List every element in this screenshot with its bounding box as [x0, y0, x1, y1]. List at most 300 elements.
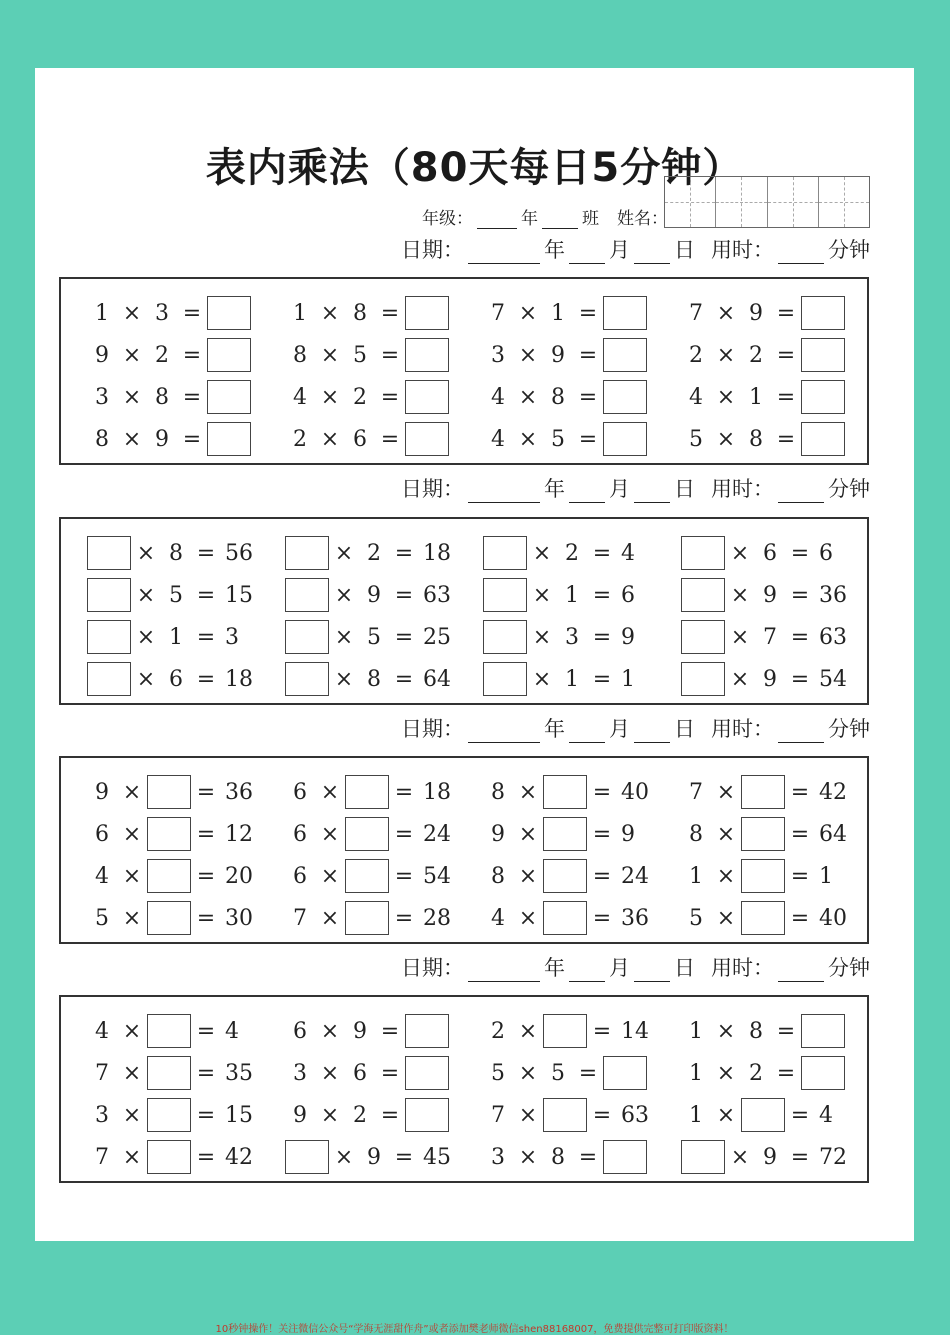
equals-sign: =	[790, 1144, 810, 1170]
answer-box[interactable]	[285, 536, 329, 570]
answer-box[interactable]	[543, 859, 587, 893]
problem	[285, 1013, 465, 1049]
answer-box[interactable]	[741, 901, 785, 935]
times-sign: ×	[518, 1144, 538, 1170]
answer-box[interactable]	[483, 620, 527, 654]
date-label: 日期：	[401, 717, 464, 741]
month-label: 月	[609, 477, 630, 501]
operand: 5	[491, 1060, 505, 1086]
times-sign: ×	[122, 1060, 142, 1086]
operand: 6	[293, 779, 307, 805]
product: 30	[225, 905, 253, 931]
problem	[285, 337, 465, 373]
problem	[87, 577, 267, 613]
date-label: 日期：	[401, 956, 464, 980]
operand: 5	[95, 905, 109, 931]
product: 1	[819, 863, 833, 889]
times-sign: ×	[334, 1144, 354, 1170]
answer-box[interactable]	[681, 1140, 725, 1174]
times-sign: ×	[532, 666, 552, 692]
times-sign: ×	[532, 582, 552, 608]
times-sign: ×	[122, 342, 142, 368]
equals-sign: =	[776, 1018, 796, 1044]
operand: 8	[749, 426, 763, 452]
problem	[483, 295, 663, 331]
operand: 7	[689, 779, 703, 805]
operand: 7	[293, 905, 307, 931]
year-label: 年	[544, 956, 565, 980]
date-blank[interactable]	[468, 484, 540, 503]
class-blank[interactable]	[542, 210, 578, 229]
equals-sign: =	[182, 384, 202, 410]
operand: 2	[155, 342, 169, 368]
operand: 9	[763, 1144, 777, 1170]
answer-box[interactable]	[405, 380, 449, 414]
operand: 1	[551, 300, 565, 326]
operand: 8	[95, 426, 109, 452]
date-blank[interactable]	[634, 484, 670, 503]
operand: 9	[155, 426, 169, 452]
operand: 8	[367, 666, 381, 692]
product: 36	[621, 905, 649, 931]
date-blank[interactable]	[468, 963, 540, 982]
problem	[483, 661, 663, 697]
equals-sign: =	[394, 905, 414, 931]
problem	[285, 900, 465, 936]
answer-box[interactable]	[741, 1098, 785, 1132]
answer-box[interactable]	[147, 1014, 191, 1048]
times-sign: ×	[122, 1102, 142, 1128]
answer-box[interactable]	[543, 1014, 587, 1048]
answer-box[interactable]	[741, 775, 785, 809]
operand: 2	[689, 342, 703, 368]
date-blank[interactable]	[634, 724, 670, 743]
product: 20	[225, 863, 253, 889]
month-label: 月	[609, 238, 630, 262]
product: 28	[423, 905, 451, 931]
name-cell[interactable]	[716, 177, 767, 227]
equals-sign: =	[592, 779, 612, 805]
equals-sign: =	[196, 540, 216, 566]
answer-box[interactable]	[801, 296, 845, 330]
times-sign: ×	[320, 1018, 340, 1044]
date-blank[interactable]	[778, 724, 824, 743]
equals-sign: =	[394, 624, 414, 650]
operand: 2	[565, 540, 579, 566]
operand: 4	[293, 384, 307, 410]
operand: 9	[763, 666, 777, 692]
answer-box[interactable]	[405, 1098, 449, 1132]
problem	[87, 535, 267, 571]
answer-box[interactable]	[207, 296, 251, 330]
date-blank[interactable]	[634, 245, 670, 264]
answer-box[interactable]	[345, 817, 389, 851]
operand: 7	[763, 624, 777, 650]
month-label: 月	[609, 956, 630, 980]
answer-box[interactable]	[87, 536, 131, 570]
answer-box[interactable]	[87, 578, 131, 612]
answer-box[interactable]	[345, 901, 389, 935]
answer-box[interactable]	[483, 536, 527, 570]
problem	[285, 295, 465, 331]
equals-sign: =	[196, 624, 216, 650]
answer-box[interactable]	[801, 338, 845, 372]
problem	[87, 1055, 267, 1091]
operand: 5	[551, 426, 565, 452]
times-sign: ×	[518, 905, 538, 931]
date-blank[interactable]	[468, 724, 540, 743]
problem	[87, 816, 267, 852]
equals-sign: =	[380, 1060, 400, 1086]
times-sign: ×	[334, 666, 354, 692]
date-blank[interactable]	[569, 724, 605, 743]
answer-box[interactable]	[741, 817, 785, 851]
answer-box[interactable]	[801, 380, 845, 414]
operand: 9	[763, 582, 777, 608]
answer-box[interactable]	[801, 1056, 845, 1090]
operand: 8	[749, 1018, 763, 1044]
year-label: 年	[544, 477, 565, 501]
answer-box[interactable]	[801, 1014, 845, 1048]
answer-box[interactable]	[543, 775, 587, 809]
product: 64	[819, 821, 847, 847]
operand: 8	[155, 384, 169, 410]
equals-sign: =	[182, 300, 202, 326]
problem	[285, 421, 465, 457]
product: 9	[621, 624, 635, 650]
problem	[483, 816, 663, 852]
times-sign: ×	[716, 342, 736, 368]
product: 63	[423, 582, 451, 608]
times-sign: ×	[320, 779, 340, 805]
times-sign: ×	[122, 1018, 142, 1044]
answer-box[interactable]	[207, 422, 251, 456]
answer-box[interactable]	[285, 1140, 329, 1174]
equals-sign: =	[578, 342, 598, 368]
times-sign: ×	[122, 1144, 142, 1170]
answer-box[interactable]	[405, 1014, 449, 1048]
equals-sign: =	[196, 1060, 216, 1086]
problem	[285, 816, 465, 852]
times-sign: ×	[730, 1144, 750, 1170]
date-blank[interactable]	[569, 484, 605, 503]
answer-box[interactable]	[147, 859, 191, 893]
problem	[285, 774, 465, 810]
times-sign: ×	[320, 384, 340, 410]
problem	[87, 900, 267, 936]
day-label: 日	[674, 238, 695, 262]
times-sign: ×	[518, 384, 538, 410]
problem	[483, 535, 663, 571]
operand: 6	[353, 1060, 367, 1086]
operand: 6	[169, 666, 183, 692]
minutes-label: 分钟	[828, 477, 870, 501]
time-label: 用时：	[711, 238, 774, 262]
date-blank[interactable]	[569, 963, 605, 982]
equals-sign: =	[394, 863, 414, 889]
equals-sign: =	[592, 540, 612, 566]
problem	[681, 1097, 861, 1133]
name-cell[interactable]	[768, 177, 819, 227]
equals-sign: =	[790, 905, 810, 931]
answer-box[interactable]	[147, 1140, 191, 1174]
problem	[681, 379, 861, 415]
operand: 1	[689, 1102, 703, 1128]
problem	[483, 900, 663, 936]
problem	[681, 295, 861, 331]
operand: 1	[689, 1060, 703, 1086]
operand: 1	[689, 863, 703, 889]
operand: 8	[551, 1144, 565, 1170]
product: 36	[225, 779, 253, 805]
operand: 9	[367, 1144, 381, 1170]
product: 40	[819, 905, 847, 931]
problem	[87, 858, 267, 894]
times-sign: ×	[518, 863, 538, 889]
equals-sign: =	[196, 863, 216, 889]
product: 40	[621, 779, 649, 805]
times-sign: ×	[518, 300, 538, 326]
name-cell[interactable]	[819, 177, 869, 227]
answer-box[interactable]	[681, 620, 725, 654]
equals-sign: =	[790, 779, 810, 805]
times-sign: ×	[518, 821, 538, 847]
operand: 2	[749, 1060, 763, 1086]
answer-box[interactable]	[801, 422, 845, 456]
answer-box[interactable]	[345, 859, 389, 893]
product: 25	[423, 624, 451, 650]
answer-box[interactable]	[405, 422, 449, 456]
problem	[285, 619, 465, 655]
times-sign: ×	[716, 821, 736, 847]
operand: 6	[293, 821, 307, 847]
equals-sign: =	[196, 1102, 216, 1128]
problem	[681, 577, 861, 613]
product: 64	[423, 666, 451, 692]
answer-box[interactable]	[285, 578, 329, 612]
operand: 4	[491, 384, 505, 410]
operand: 5	[367, 624, 381, 650]
times-sign: ×	[136, 666, 156, 692]
answer-box[interactable]	[207, 338, 251, 372]
answer-box[interactable]	[405, 338, 449, 372]
product: 6	[819, 540, 833, 566]
date-blank[interactable]	[778, 963, 824, 982]
times-sign: ×	[122, 821, 142, 847]
problem	[483, 379, 663, 415]
operand: 9	[95, 342, 109, 368]
answer-box[interactable]	[147, 1056, 191, 1090]
answer-box[interactable]	[741, 859, 785, 893]
times-sign: ×	[320, 905, 340, 931]
operand: 7	[689, 300, 703, 326]
problem	[483, 1013, 663, 1049]
answer-box[interactable]	[543, 817, 587, 851]
operand: 8	[689, 821, 703, 847]
equals-sign: =	[592, 624, 612, 650]
minutes-label: 分钟	[828, 238, 870, 262]
product: 15	[225, 1102, 253, 1128]
times-sign: ×	[136, 582, 156, 608]
operand: 2	[749, 342, 763, 368]
operand: 4	[689, 384, 703, 410]
answer-box[interactable]	[405, 296, 449, 330]
date-label: 日期：	[401, 238, 464, 262]
problem	[483, 421, 663, 457]
equals-sign: =	[380, 300, 400, 326]
problem	[681, 1013, 861, 1049]
answer-box[interactable]	[681, 578, 725, 612]
equals-sign: =	[790, 540, 810, 566]
equals-sign: =	[196, 1144, 216, 1170]
answer-box[interactable]	[147, 901, 191, 935]
answer-box[interactable]	[345, 775, 389, 809]
problem	[483, 619, 663, 655]
answer-box[interactable]	[483, 578, 527, 612]
product: 35	[225, 1060, 253, 1086]
name-cell[interactable]	[665, 177, 716, 227]
operand: 6	[353, 426, 367, 452]
date-blank[interactable]	[778, 484, 824, 503]
equals-sign: =	[592, 666, 612, 692]
equals-sign: =	[790, 863, 810, 889]
operand: 5	[551, 1060, 565, 1086]
answer-box[interactable]	[603, 296, 647, 330]
answer-box[interactable]	[603, 380, 647, 414]
times-sign: ×	[716, 426, 736, 452]
equals-sign: =	[182, 426, 202, 452]
problem	[285, 577, 465, 613]
operand: 3	[95, 1102, 109, 1128]
times-sign: ×	[716, 1018, 736, 1044]
times-sign: ×	[320, 300, 340, 326]
times-sign: ×	[716, 384, 736, 410]
operand: 5	[169, 582, 183, 608]
answer-box[interactable]	[87, 662, 131, 696]
date-blank[interactable]	[468, 245, 540, 264]
product: 12	[225, 821, 253, 847]
problem	[681, 858, 861, 894]
equals-sign: =	[776, 1060, 796, 1086]
equals-sign: =	[578, 426, 598, 452]
problem	[483, 1097, 663, 1133]
times-sign: ×	[122, 863, 142, 889]
operand: 8	[169, 540, 183, 566]
operand: 7	[491, 1102, 505, 1128]
answer-box[interactable]	[87, 620, 131, 654]
operand: 6	[763, 540, 777, 566]
times-sign: ×	[122, 779, 142, 805]
answer-box[interactable]	[147, 1098, 191, 1132]
times-sign: ×	[716, 905, 736, 931]
date-label: 日期：	[401, 477, 464, 501]
answer-box[interactable]	[681, 662, 725, 696]
equals-sign: =	[592, 821, 612, 847]
equals-sign: =	[196, 1018, 216, 1044]
answer-box[interactable]	[285, 662, 329, 696]
times-sign: ×	[122, 426, 142, 452]
answer-box[interactable]	[147, 817, 191, 851]
equals-sign: =	[394, 540, 414, 566]
operand: 9	[293, 1102, 307, 1128]
operand: 9	[95, 779, 109, 805]
times-sign: ×	[716, 779, 736, 805]
equals-sign: =	[776, 384, 796, 410]
answer-box[interactable]	[483, 662, 527, 696]
times-sign: ×	[532, 624, 552, 650]
equals-sign: =	[592, 582, 612, 608]
times-sign: ×	[136, 624, 156, 650]
answer-box[interactable]	[285, 620, 329, 654]
answer-box[interactable]	[603, 422, 647, 456]
times-sign: ×	[320, 1060, 340, 1086]
date-blank[interactable]	[778, 245, 824, 264]
product: 54	[819, 666, 847, 692]
product: 14	[621, 1018, 649, 1044]
page-title: 表内乘法（80天每日5分钟）	[205, 145, 744, 191]
equals-sign: =	[196, 582, 216, 608]
problem	[483, 577, 663, 613]
operand: 2	[367, 540, 381, 566]
answer-box[interactable]	[147, 775, 191, 809]
exercise-section-2	[59, 517, 869, 705]
operand: 3	[293, 1060, 307, 1086]
class-label: 班	[582, 209, 599, 229]
times-sign: ×	[518, 1102, 538, 1128]
equals-sign: =	[592, 1102, 612, 1128]
grade-blank[interactable]	[477, 210, 517, 229]
product: 45	[423, 1144, 451, 1170]
problem	[483, 1139, 663, 1175]
worksheet-page	[35, 68, 914, 1335]
problem	[681, 421, 861, 457]
answer-box[interactable]	[543, 1098, 587, 1132]
operand: 2	[353, 1102, 367, 1128]
product: 4	[621, 540, 635, 566]
time-label: 用时：	[711, 956, 774, 980]
answer-box[interactable]	[207, 380, 251, 414]
equals-sign: =	[394, 666, 414, 692]
times-sign: ×	[334, 624, 354, 650]
time-label: 用时：	[711, 717, 774, 741]
year-label: 年	[544, 238, 565, 262]
answer-box[interactable]	[681, 536, 725, 570]
times-sign: ×	[136, 540, 156, 566]
problem	[87, 379, 267, 415]
operand: 3	[565, 624, 579, 650]
answer-box[interactable]	[543, 901, 587, 935]
problem	[87, 295, 267, 331]
equals-sign: =	[380, 1018, 400, 1044]
date-blank[interactable]	[569, 245, 605, 264]
times-sign: ×	[122, 384, 142, 410]
product: 6	[621, 582, 635, 608]
operand: 4	[491, 426, 505, 452]
operand: 2	[293, 426, 307, 452]
problem	[681, 337, 861, 373]
operand: 4	[491, 905, 505, 931]
answer-box[interactable]	[603, 1140, 647, 1174]
operand: 1	[689, 1018, 703, 1044]
equals-sign: =	[790, 582, 810, 608]
answer-box[interactable]	[603, 338, 647, 372]
equals-sign: =	[790, 1102, 810, 1128]
date-blank[interactable]	[634, 963, 670, 982]
answer-box[interactable]	[603, 1056, 647, 1090]
day-label: 日	[674, 956, 695, 980]
answer-box[interactable]	[405, 1056, 449, 1090]
name-writing-grid[interactable]	[664, 176, 870, 228]
